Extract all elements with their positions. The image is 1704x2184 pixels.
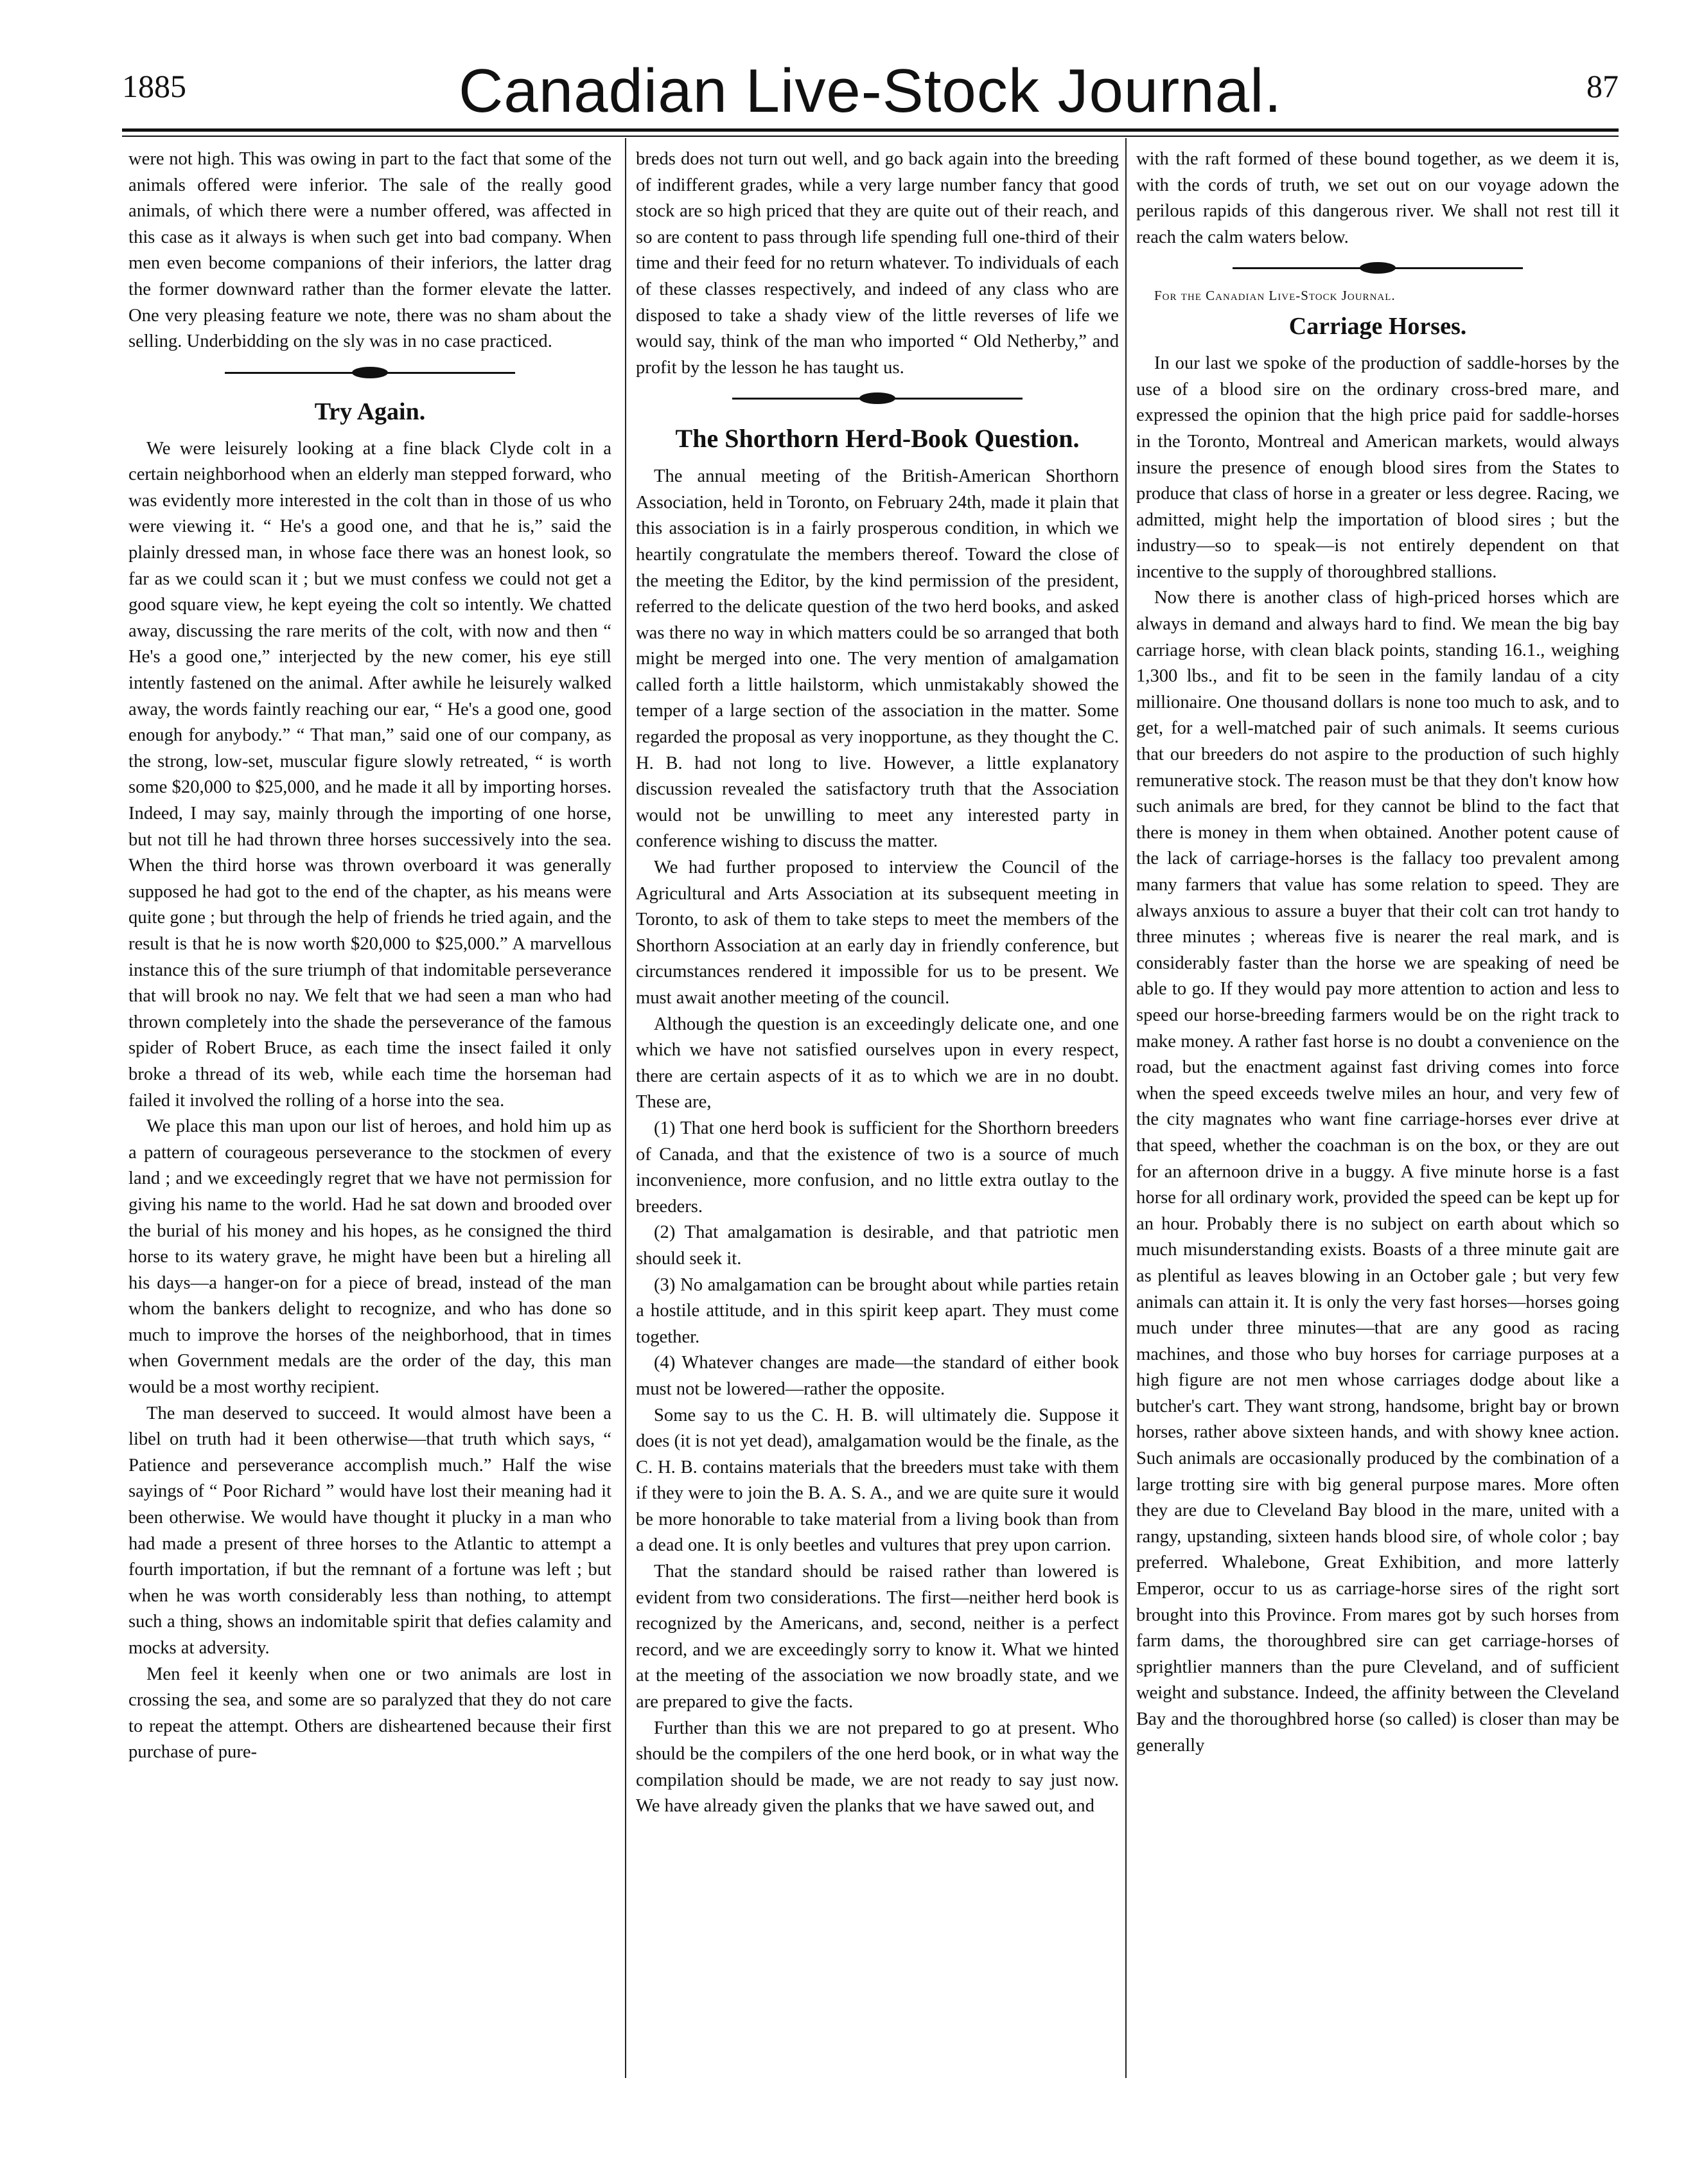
article-text: Some say to us the C. H. B. will ultimately die. Suppose it does (it is not yet dead), amalgamation would be the finale, as the C. H. B. contains materials that the breeders must take with them if they were to join the B. A. S. A., and we are quite sure it would be more honorable to take material from a living book than from a dead one. It is only beetles and vultures that prey upon carrion. bbox=[636, 1405, 1119, 1556]
journal-title: Canadian Live-Stock Journal. bbox=[458, 57, 1283, 125]
header-rule-thin bbox=[122, 136, 1619, 137]
list-item: (3) No amalgamation can be brought about while parties retain a hostile attitude, and in this spirit keep apart. They must come together. bbox=[636, 1274, 1119, 1347]
column-2 bbox=[636, 146, 1119, 1820]
column-divider bbox=[625, 138, 626, 2078]
article-heading: Try Again. bbox=[314, 398, 426, 425]
article-text: with the raft formed of these bound together, as we deem it is, with the cords of truth, we set out on our voyage adown the perilous rapids of this dangerous river. We shall not rest till it reach the calm waters below. bbox=[1136, 149, 1619, 247]
header-rule-thick bbox=[122, 128, 1619, 132]
article-text: breds does not turn out well, and go back again into the breeding of indifferent grades, while a very large number fancy that good stock are so high priced that they are quite out of their reach, and so are content to pass through life spending full one-third of their time and their feed for no return whatever. To individuals of each of these classes respectively, and indeed of any class who are disposed to take a shady view of the little reverses of life we would say, think of the man who imported “ Old Netherby,” and profit by the lesson he has taught us. bbox=[636, 149, 1119, 378]
column-1 bbox=[128, 146, 611, 1766]
article-text: The annual meeting of the British-American Shorthorn Association, held in Toronto, on February 24th, made it plain that this association is in a fairly prosperous condition, in which we heartily congratulate the members thereof. Toward the close of the meeting the Editor, by the kind permission of the president, referred to the delicate question of the two herd books, and asked was there no way in which matters could be so arranged that both might be merged into one. The very mention of amalgamation called forth a little hailstorm, which unmistakably showed the temper of a large section of the association in the matter. Some regarded the proposal as very inopportune, as they thought the C. H. B. had not long to live. However, a little explanatory discussion revealed the satisfactory truth that the Association would not be unwilling to meet any interested party in conference wishing to discuss the matter. bbox=[636, 466, 1119, 852]
article-heading: The Shorthorn Herd-Book Question. bbox=[675, 424, 1080, 454]
article-text: The man deserved to succeed. It would almost have been a libel on truth had it been otherwise—that truth which says, “ Patience and perseverance accomplish much.” Half the wise sayings of “ Poor Richard ” would have lost their meaning had it been otherwise. We would have thought it plucky in a man who had made a present of three horses to the Atlantic to attempt a fourth importation, if but the remnant of a fortune was left ; but when he was worth considerably less than nothing, to attempt such a thing, shows an indomitable spirit that defies calamity and mocks at adversity. bbox=[128, 1403, 611, 1659]
article-text: We had further proposed to interview the Council of the Agricultural and Arts Association at its subsequent meeting in Toronto, to ask of them to take steps to meet the members of the Shorthorn Association at an early day in friendly conference, but circumstances rendered it impossible for us to be present. We must await another meeting of the council. bbox=[636, 858, 1119, 1008]
article-text: That the standard should be raised rather than lowered is evident from two considerations. The first—neither herd book is recognized by the Americans, and, second, neither is a perfect record, and we are exceedingly sorry to know it. What we hinted at the meeting of the association we now broadly state, and we are prepared to give the facts. bbox=[636, 1562, 1119, 1713]
list-item: (2) That amalgamation is desirable, and that patriotic men should seek it. bbox=[636, 1222, 1119, 1269]
article-text: We were leisurely looking at a fine black Clyde colt in a certain neighborhood when an elderly man stepped forward, who was evidently more interested in the colt than in those of us who were viewing it. “ He's a good one, and that he is,” said the plainly dressed man, in whose face there was an honest look, so far as we could scan it ; but we must confess we could not get a good square view, he kept eyeing the colt so intently. We chatted away, discussing the rare merits of the colt, with now and then “ He's a good one,” interjected by the new comer, his eye still intently fastened on the animal. After awhile he leisurely walked away, the words faintly reaching our ear, “ He's a good one, good enough for anybody.” “ That man,” said one of our company, as the strong, low-set, muscular figure slowly retreated, “ is worth some $20,000 to $25,000, and he made it all by importing horses. Indeed, I may say, mainly through the importing of one horse, but not till he had thrown three horses successively into the sea. When the third horse was thrown overboard it was generally supposed he had got to the end of the chapter, as his means were quite gone ; but through the help of friends he tried again, and the result is that he is now worth $20,000 to $25,000.” A marvellous instance this of the sure triumph of that indomitable perseverance that will brook no nay. We felt that we had seen a man who had thrown completely into the shade the perseverance of the famous spider of Robert Bruce, as each time the insect failed it only broke a thread of its web, while each time the horseman had failed it involved the rolling of a horse into the sea. bbox=[128, 438, 611, 1111]
column-divider bbox=[1125, 138, 1127, 2078]
section-separator bbox=[636, 381, 1119, 417]
column-3 bbox=[1136, 146, 1619, 1759]
list-item: (1) That one herd book is sufficient for the Shorthorn breeders of Canada, and that the existence of two is a source of much inconvenience, more confusion, and no little extra outlay to the breeders. bbox=[636, 1118, 1119, 1217]
section-separator bbox=[1136, 251, 1619, 286]
article-text: Men feel it keenly when one or two animals are lost in crossing the sea, and some are so paralyzed that they do not care to repeat the attempt. Others are disheartened because their first purchase of pure- bbox=[128, 1664, 611, 1763]
article-text: In our last we spoke of the production of saddle-horses by the use of a blood sire on the ordinary cross-bred mare, and expressed the opinion that the high price paid for saddle-horses in the Toronto, Montreal and American markets, would always insure the presence of enough blood sires from the States to produce that class of horse in a greater or less degree. Racing, we admitted, might help the importation of blood sires ; but the industry—so to speak—is not entirely dependent on that incentive to the supply of thoroughbred stallions. bbox=[1136, 353, 1619, 582]
article-text: were not high. This was owing in part to the fact that some of the animals offered were inferior. The sale of the really good animals, of which there were a number offered, was affected in this case as it always is when such get into bad company. When men even become companions of their inferiors, the latter drag the former downward rather than the former elevate the latter. One very pleasing feature we note, there was no sham about the selling. Underbidding on the sly was in no case practiced. bbox=[128, 149, 611, 352]
article-text: We place this man upon our list of heroes, and hold him up as a pattern of courageous perseverance to the stockmen of every land ; and we exceedingly regret that we have not permission for giving his name to the world. Had he sat down and brooded over the burial of his money and his hopes, as he consigned the third horse to its watery grave, he might have been but a hireling all his days—a hanger-on for a piece of bread, instead of the man whom the bankers delight to recognize, and who has done so much to improve the horses of the neighborhood, that in times when Government medals are the order of the day, this man would be a most worthy recipient. bbox=[128, 1116, 611, 1398]
byline: For the Canadian Live-Stock Journal. bbox=[1154, 288, 1396, 304]
page-header bbox=[122, 57, 1619, 138]
article-heading: Carriage Horses. bbox=[1288, 313, 1467, 340]
section-separator bbox=[128, 355, 611, 391]
article-text: Now there is another class of high-priced horses which are always in demand and always hard to find. We mean the big bay carriage horse, with clean black points, standing 16.1., weighing 1,300 lbs., and fit to be seen in the family landau of a city millionaire. One thousand dollars is none too much to ask, and to get, for a well-matched pair of such animals. It seems curious that our breeders do not aspire to the production of such highly remunerative stock. The reason must be that they don't know how such animals are bred, for they cannot be blind to the fact that there is money in them when obtained. Another potent cause of the lack of carriage-horses is the fallacy too prevalent among many farmers that value has some relation to speed. They are always anxious to assure a buyer that their colt can trot handy to three minutes ; whereas five is nearer the real mark, and is considerably faster than the horse we are speaking of need be able to go. If they would pay more attention to action and less to speed our horse-breeding farmers would be on the right track to make money. A rather fast horse is no doubt a convenience on the road, but the enactment against fast driving comes into force when the speed exceeds twelve miles an hour, and very few of the city magnates who want fine carriage-horses ever drive at that speed, whether the coachman is on the box, or they are out for an afternoon drive in a buggy. A five minute horse is a fast horse for all ordinary work, provided the speed can be kept up for an hour. Probably there is no subject on earth about which so much misunderstanding exists. Boasts of a three minute gait are as plentiful as leaves blowing in an October gale ; but very few animals can attain it. It is only the very fast horses—horses going much under three minutes—that are any good as racing machines, and those who buy horses for carriage purposes at a high figure are not men whose carriages dodge about like a butcher's cart. They want strong, handsome, bright bay or brown horses, rather above sixteen hands, and with showy knee action. Such animals are occasionally produced by the combination of a large trotting sire with big general purpose mares. More often they are due to Cleveland Bay blood in the mare, united with a rangy, upstanding, sixteen hands blood sire, of whole color ; bay preferred. Whalebone, Great Exhibition, and more latterly Emperor, occur to us as carriage-horse sires of the right sort brought into this Province. From mares got by such horses from farm dams, the thoroughbred sire can get carriage-horses of sprightlier manners than the pure Cleveland, and of sufficient weight and substance. Indeed, the affinity between the Cleveland Bay and the thoroughbred horse (so called) is closer than may be generally bbox=[1136, 588, 1619, 1756]
list-item: (4) Whatever changes are made—the standard of either book must not be lowered—rather the opposite. bbox=[636, 1353, 1119, 1399]
page-number: 87 bbox=[1586, 68, 1619, 104]
article-text: Further than this we are not prepared to go at present. Who should be the compilers of the one herd book, or in what way the compilation should be made, we are not ready to say just now. We have already given the planks that we have sawed out, and bbox=[636, 1718, 1119, 1817]
article-text: Although the question is an exceedingly delicate one, and one which we have not satisfied ourselves upon in every respect, there are certain aspects of it as to which we are in no doubt. These are, bbox=[636, 1014, 1119, 1113]
header-year: 1885 bbox=[122, 68, 186, 104]
